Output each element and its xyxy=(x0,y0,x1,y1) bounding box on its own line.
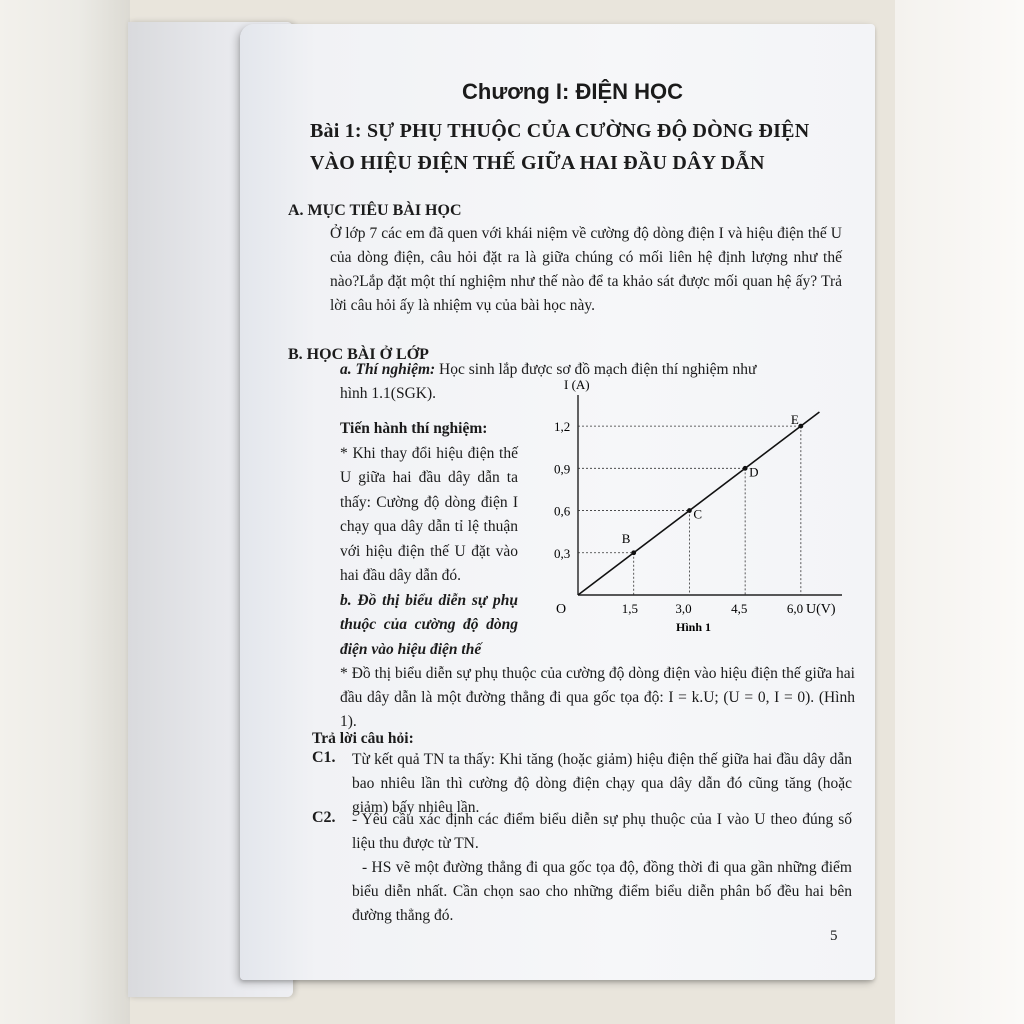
procedure-text: * Khi thay đổi hiệu điện thế U giữa hai đầu dây dẫn ta thấy: Cường độ dòng điện I chạy qua dây dẫn tỉ lệ thuận với hiệu điện thế U đặt vào hai đầu dây dẫn đó. xyxy=(340,444,518,584)
point-label: E xyxy=(790,412,799,428)
experiment-text-line2: hình 1.1(SGK). xyxy=(340,385,437,402)
lesson-title-line2: VÀO HIỆU ĐIỆN THẾ GIỮA HAI ĐẦU DÂY DẪN xyxy=(310,152,765,174)
background-left xyxy=(0,0,130,1024)
page-number: 5 xyxy=(830,928,838,944)
procedure-block xyxy=(340,417,518,662)
series-line xyxy=(578,412,819,595)
point-label: D xyxy=(749,464,759,480)
x-tick-label: 4,5 xyxy=(731,601,748,616)
graph-heading: b. Đồ thị biểu diễn sự phụ thuộc của cường độ dòng điện vào hiệu điện thế xyxy=(340,591,518,658)
experiment-text-line1: Học sinh lắp được sơ đồ mạch điện thí nghiệm như xyxy=(439,361,757,378)
answer-c2-text2: - HS vẽ một đường thẳng đi qua gốc tọa độ, đồng thời đi qua gần những điểm biểu diễn nhất. Cần chọn sao cho những điểm biểu diễn phân bố đều hai bên đường thẳng đó. xyxy=(352,859,852,924)
graph-description: * Đồ thị biểu diễn sự phụ thuộc của cường độ dòng điện vào hiệu điện thế giữa hai đầu dây dẫn là một đường thẳng đi qua gốc tọa độ: I = k.U; (U = 0, I = 0). (Hình 1). xyxy=(340,665,855,730)
point-label: C xyxy=(693,506,703,522)
y-tick-label: 0,3 xyxy=(554,545,571,561)
section-a-heading: A. MỤC TIÊU BÀI HỌC xyxy=(288,202,462,219)
x-tick-label: 1,5 xyxy=(621,601,638,616)
experiment-line1 xyxy=(340,358,756,382)
answer-c1-label: C1. xyxy=(312,749,336,766)
point-label: B xyxy=(621,530,631,546)
y-tick-label: 0,6 xyxy=(554,503,571,519)
section-a-text: Ở lớp 7 các em đã quen với khái niệm về cường độ dòng điện I và hiệu điện thế U của dòng điện, câu hỏi đặt ra là giữa chúng có mối liên hệ định lượng như thế nào?Lắp đặt một thí nghiệm như thế nào để ta khảo sát được mối quan hệ ấy? Trả lời câu hỏi ấy là nhiệm vụ của bài học này. xyxy=(330,225,842,314)
answer-c1-text: Từ kết quả TN ta thấy: Khi tăng (hoặc giảm) hiệu điện thế giữa hai đầu dây dẫn bao nhiêu lần thì cường độ dòng điện chạy qua dây dẫn đó cũng tăng (hoặc giảm) bấy nhiêu lần. xyxy=(352,751,852,816)
y-axis-label: I (A) xyxy=(564,377,590,392)
x-tick-label: 6,0 xyxy=(786,601,804,616)
answer-c2-text: - Yêu cầu xác định các điểm biểu diễn sự phụ thuộc của I vào U theo đúng số liệu thu được từ TN. xyxy=(352,811,852,852)
origin-label: O xyxy=(556,602,567,617)
current-voltage-chart xyxy=(540,377,845,658)
procedure-heading: Tiến hành thí nghiệm: xyxy=(340,420,488,437)
section-b-heading: B. HỌC BÀI Ở LỚP xyxy=(288,346,429,363)
lesson-title-line1: Bài 1: SỰ PHỤ THUỘC CỦA CƯỜNG ĐỘ DÒNG ĐIỆN xyxy=(310,120,810,142)
answer-c2-label: C2. xyxy=(312,809,336,826)
x-tick-label: 3,0 xyxy=(675,601,692,616)
y-tick-label: 1,2 xyxy=(554,419,571,435)
x-axis-label: U(V) xyxy=(806,602,836,617)
y-tick-label: 0,9 xyxy=(554,461,571,477)
book-page xyxy=(240,24,875,980)
experiment-label: a. Thí nghiệm: xyxy=(340,361,436,378)
chart-caption: Hình 1 xyxy=(676,620,712,634)
answers-heading: Trả lời câu hỏi: xyxy=(312,730,414,747)
chapter-title: Chương I: ĐIỆN HỌC xyxy=(462,79,683,104)
background-right xyxy=(895,0,1024,1024)
